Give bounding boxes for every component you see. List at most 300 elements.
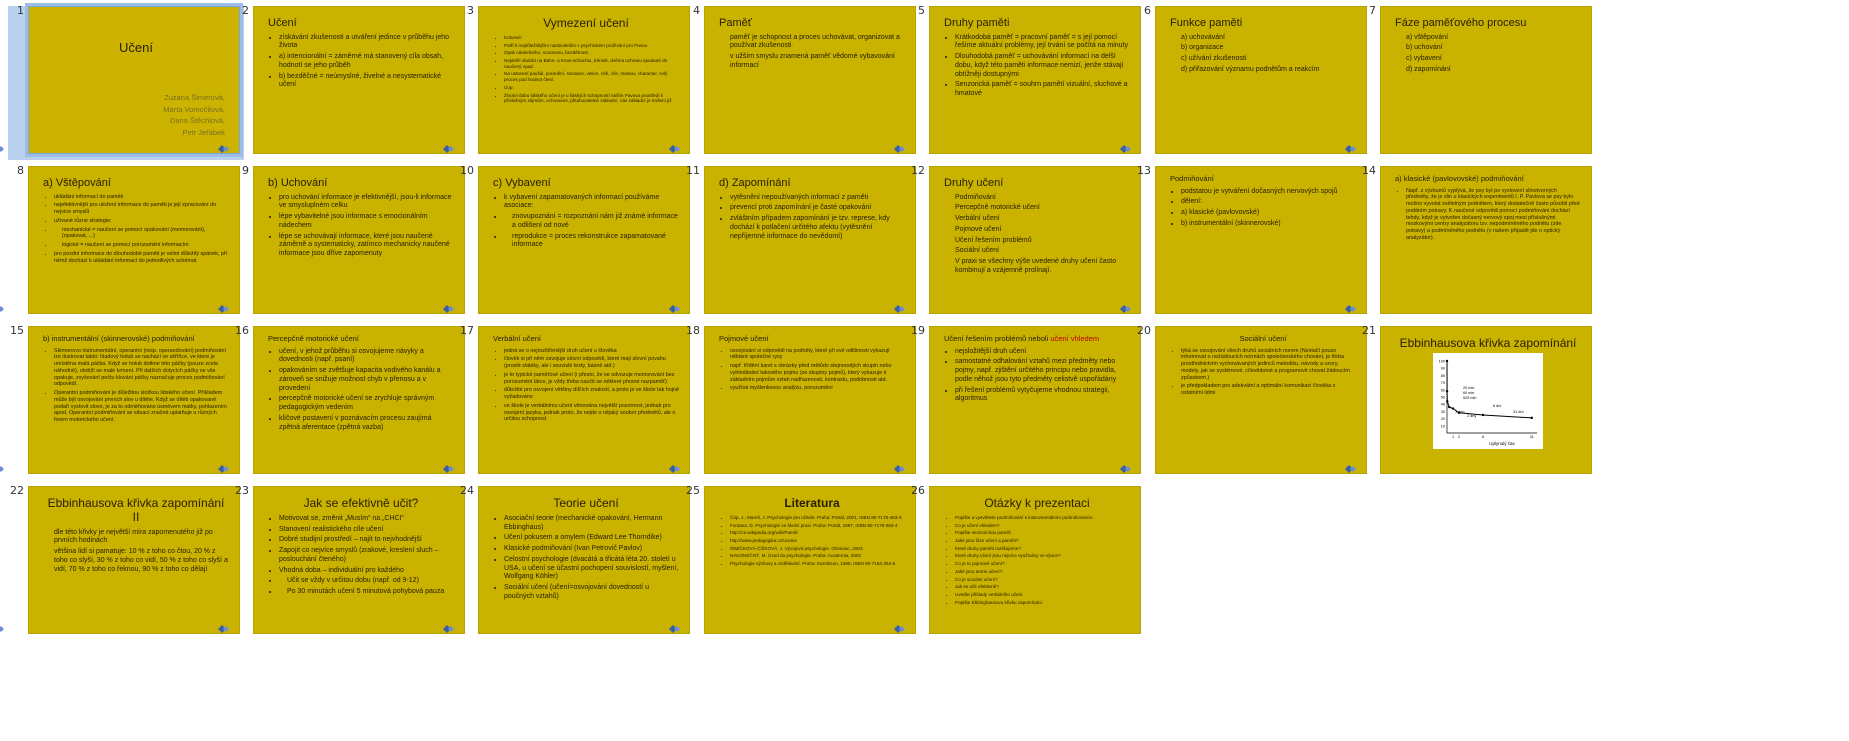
slide-title (29, 327, 239, 348)
slide-title (1381, 327, 1591, 355)
slide-number: 10 (460, 164, 474, 177)
y-tick-label: 100 (1438, 359, 1445, 364)
slide-bullet-list (495, 515, 679, 602)
slide-title-text: Ebbinhausova křivka zapomínání (1399, 336, 1577, 350)
slide-bullet: • http://www.pedagogika.cz/ucenie (730, 538, 905, 544)
slide-transition-icon[interactable] (0, 304, 6, 314)
curve-point (1446, 390, 1448, 392)
x-tick-label: 6 (1481, 435, 1485, 439)
slide-preview[interactable] (28, 166, 240, 314)
slide-title-text: Učení (119, 40, 153, 55)
slide-bullet: • člověk si při něm osvojuje slovní odpovědi, které mají slovní povahu (prosté slabiky, ale i souvislé texty, básně atd.) (504, 356, 679, 370)
slide-body (930, 515, 1140, 606)
slide-thumbnail[interactable] (909, 486, 1145, 640)
slide-body (254, 515, 464, 597)
slide-thumbnail[interactable] (233, 486, 469, 640)
slide-bullet: • lépe se uchovávají informace, které jsou naučené záměrně a systematicky, zatímco mechanicky naučené informace jsou dříve zapomenuty (279, 233, 454, 259)
slide-bullet-list (721, 348, 905, 393)
slide-title-text: Fáze paměťového procesu (1395, 17, 1527, 29)
slide-title-text: Učení řešením problémů neboli (944, 334, 1049, 343)
slide-transition-icon[interactable] (217, 624, 231, 634)
slide-title-text: Literatura (784, 496, 840, 510)
slide-body (479, 515, 689, 602)
slide-thumbnail[interactable] (909, 166, 1145, 320)
slide-bullet: • ve škole je verbálnímu učení věnována největší pozornost, jednak pro osvojení jazyka, jednak proto, že nejde o nějaký soubor předmětů, ale o určitou schopnost (504, 403, 679, 423)
curve-point (1452, 407, 1454, 409)
slide-number: 16 (235, 324, 249, 337)
slide-title (29, 487, 239, 529)
slide-body (29, 348, 239, 424)
slide-transition-icon[interactable] (1119, 144, 1133, 154)
slide-bullet: • Opak následného, novotvaru, bezdětnost. (504, 50, 679, 56)
slide-bullet: b) uchování (1406, 44, 1443, 52)
slide-transition-icon[interactable] (217, 464, 231, 474)
slide-bullet: Verbální učení (955, 215, 1000, 223)
slide-transition-icon[interactable] (0, 464, 6, 474)
y-tick-label: 40 (1440, 402, 1445, 407)
slide-body (479, 348, 689, 424)
slide-preview[interactable] (1380, 326, 1592, 474)
slide-bullet: V praxi se všechny výše uvedené druhy učení často kombinují a vzájemně prolínají. (955, 258, 1117, 274)
slide-bullet: dle této křivky je největší míra zapomenutého již po prvních hodinách (54, 528, 213, 545)
slide-bullet: • dělení: (1181, 198, 1356, 207)
slide-title-text: Sociální učení (1239, 334, 1287, 343)
slide-thumbnail[interactable] (1360, 6, 1596, 160)
slide-bullet: • Klasické podmiňování (Ivan Petrovič Pavlov) (504, 545, 679, 554)
slide-bullet: • je to typické paměťové učení (i přesto, že se odvozuje memorování bez porozumění látce, je vždy třeba naučit se některé přesné nazpaměť) (504, 372, 679, 386)
slide-bullet: a) vštěpování (1406, 33, 1449, 41)
slide-title (930, 167, 1140, 194)
slide-bullet: • Vhodná doba – individuální pro každého (279, 567, 454, 576)
slide-thumbnail[interactable] (233, 166, 469, 320)
slide-bullet-list (1172, 34, 1356, 75)
slide-bullet: • NAKONEČNÝ, M. Úvod do psychologie. Praha: Academia, 2003 (730, 553, 905, 559)
slide-preview[interactable] (253, 166, 465, 314)
slide-bullet: • Uveďte příklady verbálního učení. (955, 592, 1130, 598)
slide-bullet: • zvláštním případem zapomínání je tzv. represe, kdy dochází k potlačení určitého afektu (vytěsnění nepříjemné informace do nevědomí) (730, 215, 905, 241)
slide-bullet: • prevencí proti zapomínání je časté opakování (730, 204, 905, 213)
slide-transition-icon[interactable] (668, 464, 682, 474)
slide-thumbnail[interactable] (684, 6, 920, 160)
slide-number: 5 (918, 4, 925, 17)
slide-preview[interactable] (28, 486, 240, 634)
curve-point (1482, 414, 1484, 416)
slide-bullet: Pojmové učení (955, 225, 1002, 233)
slide-bullet: b) organizace (1181, 44, 1224, 52)
slide-bullet: Učení řešením problémů (955, 236, 1032, 244)
forgetting-curve-svg (1433, 353, 1543, 449)
slide-body (254, 194, 464, 259)
slide-number: 25 (686, 484, 700, 497)
slide-title-text: b) Uchování (268, 177, 328, 189)
slide-transition-icon[interactable] (893, 304, 907, 314)
slide-bullet: • Kotusné: (504, 35, 679, 41)
slide-thumbnail[interactable] (1135, 166, 1371, 320)
slide-transition-icon[interactable] (442, 624, 456, 634)
curve-point (1446, 400, 1448, 402)
slide-transition-icon[interactable] (442, 464, 456, 474)
slide-bullet: paměť je schopnost a proces uchovávat, organizovat a používat zkušenosti (730, 33, 900, 50)
slide-preview[interactable] (704, 486, 916, 634)
slide-bullet: • podstatou je vytváření dočasných nervových spojů (1181, 188, 1356, 197)
y-tick-label: 20 (1440, 417, 1445, 422)
slide-bullet: • Popište Ebbinghausovu křivku zapomínání. (955, 600, 1130, 606)
slide-bullet: • Jak se učit efektivně? (955, 584, 1130, 590)
slide-bullet-list (45, 529, 229, 575)
slide-bullet: • nejsložitější druh učení (955, 348, 1130, 357)
slide-bullet: • Nejdelší období na Bahn- a Knox-schachtu, trénink, dvěma ochranu spadané do naučený vpad. (504, 58, 679, 69)
slide-bullet-list (1172, 188, 1356, 229)
slide-body (930, 194, 1140, 276)
slide-title (29, 7, 239, 60)
y-tick-label: 50 (1440, 395, 1445, 400)
forgetting-curve-chart (1433, 353, 1543, 449)
slide-bullet: • Fontana, D. Psychologie ve školní praxi. Praha: Portál, 1997, ISBN 80-7178-063-4 (730, 523, 905, 529)
slide-transition-icon[interactable] (668, 144, 682, 154)
slide-bullet: • a) klasické (pavlovovské) (1181, 209, 1356, 218)
slide-thumbnail[interactable] (684, 166, 920, 320)
slide-title (479, 7, 689, 35)
slide-preview[interactable] (253, 486, 465, 634)
slide-title-text: Teorie učení (553, 496, 619, 510)
slide-thumbnail[interactable] (458, 6, 694, 160)
slide-title (29, 167, 239, 194)
slide-bullet: • Po 30 minutách učení 5 minutová pohybová pauza (279, 588, 454, 597)
slide-bullet: • mechanické = naučení se pomocí opakování (memorování), (opakovat, ...) (54, 227, 229, 241)
slide-thumbnail[interactable] (8, 486, 244, 640)
curve-point (1531, 417, 1533, 419)
slide-bullet-list (495, 194, 679, 251)
slide-title (479, 487, 689, 515)
x-tick-label: 31 (1529, 435, 1534, 439)
slide-bullet-list (1172, 348, 1356, 397)
slide-bullet: • Učit se vždy v určitou dobu (např. od 9-12) (279, 577, 454, 586)
slide-title (479, 327, 689, 348)
slide-preview[interactable] (1155, 326, 1367, 474)
curve-point (1448, 406, 1450, 408)
slide-title-text: Pojmové učení (719, 334, 769, 343)
slide-bullet: • znovupoznání = rozpoznání nám již známé informace a odlišení od nové (504, 213, 679, 231)
slide-bullet-list (721, 515, 905, 567)
slide-bullet: • Patří k nejdůležitějším nastavitelům v psychickém prožívání pro Pavov. (504, 43, 679, 49)
slide-number: 7 (1369, 4, 1376, 17)
slide-title (705, 487, 915, 515)
slide-body (479, 194, 689, 251)
slide-number: 26 (911, 484, 925, 497)
slide-title (705, 327, 915, 348)
slide-bullet: • Jaké jsou fáze učení a paměti? (955, 538, 1130, 544)
slide-bullet: Sociální učení (955, 247, 999, 255)
slide-thumbnail[interactable] (233, 326, 469, 480)
slide-bullet: • b) instrumentální (skinnerovské) (1181, 220, 1356, 229)
slide-title (254, 167, 464, 194)
curve-annotation: 1 den (1455, 410, 1465, 414)
slide-transition-icon[interactable] (217, 304, 231, 314)
slide-transition-icon[interactable] (1119, 304, 1133, 314)
slide-preview[interactable] (478, 6, 690, 154)
slide-body (1381, 188, 1591, 242)
slide-bullet: • Jaké jsou teorie učení? (955, 569, 1130, 575)
slide-bullet: • reprodukce = proces rekonstrukce zapamatované informace (504, 233, 679, 251)
slide-preview[interactable] (704, 6, 916, 154)
slide-title-text: Ebbinhausova křivka zapomínání II (47, 496, 225, 524)
slide-bullet: • Psychologie výchovy a vzdělávání. Praha: Karolinum, 1998, ISBN 80-7184-354-5 (730, 561, 905, 567)
slide-bullet: • ukládání informací do paměti (54, 194, 229, 201)
x-axis-label: Uplynulý čas (1489, 441, 1515, 446)
slide-body (479, 35, 689, 104)
slide-bullet: • Stanovení realistického cíle učení (279, 526, 454, 535)
slide-number: 18 (686, 324, 700, 337)
slide-title (1156, 167, 1366, 188)
slide-title (930, 7, 1140, 34)
slide-authors (163, 92, 225, 139)
slide-title-text: Paměť (719, 17, 752, 29)
slide-bullet: • Motivovat se, změnit „Musím“ na „CHCI“ (279, 515, 454, 524)
slide-bullet-list (495, 348, 679, 424)
slide-bullet-list (946, 194, 1130, 276)
slide-transition-icon[interactable] (1344, 464, 1358, 474)
curve-point (1446, 360, 1448, 362)
slide-number: 22 (10, 484, 24, 497)
slide-title-text: Percepčně motorické učení (268, 334, 359, 343)
slide-bullet: • využívá myšlenkovou analýzu, porozumění (730, 385, 905, 392)
slide-number: 20 (1137, 324, 1151, 337)
slide-thumbnail[interactable] (458, 326, 694, 480)
slide-preview[interactable] (929, 486, 1141, 634)
slide-transition-icon[interactable] (1119, 464, 1133, 474)
slide-body (1156, 34, 1366, 75)
slide-transition-icon[interactable] (0, 144, 6, 154)
slide-bullet: c) vybavení (1406, 55, 1442, 63)
slide-bullet: • jedná se o nejrozšířenější druh učení u člověka (504, 348, 679, 355)
slide-bullet: • Čáp, J., Mareš, J. Psychologie pro učitele. Praha: Portál, 2001, ISBN 80-7178-463-X (730, 515, 905, 521)
slide-title-text: Podmiňování (1170, 174, 1214, 183)
slide-thumbnail[interactable] (458, 486, 694, 640)
slide-bullet: • Celostní psychologie (dvacátá a třicátá léta 20. století u USA, u učení se účastní pochopení souvislostí, myšlení, Wolfgang Köhler) (504, 556, 679, 582)
slide-thumbnail[interactable] (684, 486, 920, 640)
slide-preview[interactable] (253, 6, 465, 154)
slide-title (1156, 327, 1366, 348)
slide-bullet-list (1397, 34, 1581, 75)
slide-preview[interactable] (704, 166, 916, 314)
y-tick-label: 70 (1440, 381, 1445, 386)
slide-bullet-list (45, 194, 229, 265)
slide-preview[interactable] (253, 326, 465, 474)
slide-number: 3 (467, 4, 474, 17)
slide-preview[interactable] (1155, 166, 1367, 314)
slide-title-text: a) klasické (pavlovovské) podmiňování (1395, 174, 1524, 183)
slide-bullet: • Sociální učení (učení=osvojování dovedností u poučných vztahů) (504, 584, 679, 602)
slide-number: 1 (17, 4, 24, 17)
slide-bullet-list (946, 348, 1130, 405)
slide-title-text: a) Vštěpování (43, 177, 111, 189)
slide-preview[interactable] (28, 326, 240, 474)
slide-body (1381, 34, 1591, 75)
slide-bullet: • Dlouhodobá paměť = uchovávání informací na delší dobu, když této paměti informace nemizí, jenže stávají obtížněji dostupnými (955, 53, 1130, 79)
slide-bullet: • klíčové postavení v poznávacím procesu zaujímá zpětná aferentace (zpětná vazba) (279, 415, 454, 433)
slide-bullet-list (946, 515, 1130, 606)
slide-transition-icon[interactable] (442, 304, 456, 314)
slide-body (254, 34, 464, 91)
slide-preview[interactable] (929, 6, 1141, 154)
chart-axes (1447, 361, 1537, 433)
slide-body (29, 529, 239, 575)
slide-bullet: a) uchovávání (1181, 33, 1225, 41)
slide-thumbnail[interactable] (909, 6, 1145, 160)
y-tick-label: 10 (1440, 424, 1445, 429)
slide-bullet: • a) intencionální = záměrné má stanovený cíla obsah, hodnotí se jeho průběh (279, 53, 454, 71)
slide-thumbnail[interactable] (1135, 326, 1371, 480)
slide-bullet-list (270, 34, 454, 91)
slide-bullet: • percepčně motorické učení se zrychluje správným pedagogickým vedením (279, 395, 454, 413)
slide-bullet: • užívané různé strategie: (54, 218, 229, 225)
slide-bullet: • získávání zkušenosti a utváření jedince v průběhu jeho života (279, 34, 454, 52)
slide-bullet: • osvojování si odpovědi na podněty, které při své odlišnosti vykazují některé společné rysy (730, 348, 905, 362)
slide-number: 11 (686, 164, 700, 177)
slide-body (1156, 188, 1366, 229)
slide-number: 19 (911, 324, 925, 337)
slide-preview[interactable] (704, 326, 916, 474)
slide-preview[interactable] (929, 326, 1141, 474)
slide-preview[interactable] (28, 6, 240, 154)
slide-title (930, 487, 1140, 515)
slide-body (705, 515, 915, 567)
slide-title (479, 167, 689, 194)
slide-transition-icon[interactable] (1344, 144, 1358, 154)
slide-transition-icon[interactable] (893, 144, 907, 154)
slide-title-text: c) Vybavení (493, 177, 551, 189)
slide-bullet: • vytěsnění nepoužívaných informací z paměti (730, 194, 905, 203)
slide-bullet: • Které druhy učení jsou nejvíce využívány ve výuce? (955, 553, 1130, 559)
slide-transition-icon[interactable] (893, 464, 907, 474)
slide-bullet: • Popište senzorickou paměť. (955, 530, 1130, 536)
slide-bullet: • Popište a vysvětlete podmiňování s instrumentálním podmiňováním. (955, 515, 1130, 521)
slide-bullet: • Skinnerovo instrumentální, operantní (resp. operandování) podmiňování lze ilustrovat takto: hladový holub se nachází ve skříňce, ve které je umístěna malá páčka. Když se holub dotkne této páčky (pouze zcela náhodně), obdrží se malé krmení. Při dalších dotycích páčky se vše opakuje, zvyšování počtu klování páčky naznačuje proces podmiňování odpovědí. (54, 348, 229, 389)
slide-bullet: • např. třídění karet s obrázky před mětůdo stejnorodých skupin nebo vyhledávání takového pojmu (ze skupiny pojmů), který vykazuje k základním pojmům vztah nadřazenosti, kontrastu, podobnosti atd. (730, 363, 905, 383)
slide-thumbnail[interactable] (8, 326, 244, 480)
slide-bullet: • je předpokladem pro adekvátní a optimální komunikaci člověka s ostatními lidmi (1181, 383, 1356, 397)
slide-transition-icon[interactable] (1344, 304, 1358, 314)
slide-bullet: většina lidí si pamatuje: 10 % z toho co čtou, 20 % z toho co slyší, 30 % z toho co vidí, 50 % z toho co slyší a vidí, 70 % z toho co řeknou, 90 % z toho co dělají (54, 548, 228, 573)
curve-annotation: 2 dny (1467, 414, 1477, 418)
slide-preview[interactable] (1155, 6, 1367, 154)
slide-number: 24 (460, 484, 474, 497)
slide-preview[interactable] (478, 326, 690, 474)
author-name: Marta Vomočilová, (163, 104, 225, 114)
slide-bullet: c) užívání zkušeností (1181, 55, 1247, 63)
slide-preview[interactable] (1380, 6, 1592, 154)
slide-bullet: • k vybavení zapamatovaných informací používáme asociace: (504, 194, 679, 212)
slide-number: 15 (10, 324, 24, 337)
slide-title (705, 167, 915, 194)
slide-preview[interactable] (1380, 166, 1592, 314)
slide-bullet: • důležité pro osvojení většiny dílčích znalostí, a proto je ve škole tak hojně vyžadováno (504, 387, 679, 401)
slide-transition-icon[interactable] (217, 144, 231, 154)
slide-bullet: • logické = naučení se pomocí porozumění informacím (54, 242, 229, 249)
slide-number: 8 (17, 164, 24, 177)
slide-preview[interactable] (929, 166, 1141, 314)
slide-title (1156, 7, 1366, 34)
author-name: Zuzana Šimerová, (164, 93, 225, 102)
slide-bullet: • lépe vybavitelné jsou informace s emocionálním nádechem (279, 213, 454, 231)
slide-bullet: • Zapojit co nejvíce smyslů (zrakové, kreslení sluch – poslouchání čteného) (279, 547, 454, 565)
slide-number: 21 (1362, 324, 1376, 337)
slide-bullet: • Úop: (504, 85, 679, 91)
slide-body (930, 348, 1140, 405)
slide-body (705, 34, 915, 71)
slide-body (254, 348, 464, 433)
slide-number: 14 (1362, 164, 1376, 177)
slide-bullet: • pro pozdní informace do dlouhodobé paměti je velmi důležitý spánek, při němž dochází k ukládání informací do jednotlivých schémat (54, 251, 229, 265)
slide-bullet: • http://cs.wikipedia.org/wiki/Paměť (730, 530, 905, 536)
slide-transition-icon[interactable] (442, 144, 456, 154)
slide-thumbnail[interactable] (8, 6, 244, 160)
slide-thumbnail[interactable] (1135, 6, 1371, 160)
slide-transition-icon[interactable] (668, 304, 682, 314)
slide-bullet: • při řešení problémů vytyčujeme vhodnou strategii, algoritmus (955, 387, 1130, 405)
slide-title-text: d) Zapomínání (719, 177, 791, 189)
slide-bullet-list (721, 34, 905, 71)
curve-annotation: 20 min (1463, 386, 1475, 390)
slide-bullet: • Co je učení vhledem? (955, 523, 1130, 529)
slide-bullet-list (946, 34, 1130, 99)
slide-body (930, 34, 1140, 99)
y-tick-label: 60 (1440, 388, 1445, 393)
x-tick-label: 1 (1451, 435, 1455, 439)
slide-bullet-list (495, 35, 679, 104)
slide-bullet-list (721, 194, 905, 242)
slide-number: 23 (235, 484, 249, 497)
slide-title (1381, 7, 1591, 34)
slide-thumbnail[interactable] (684, 326, 920, 480)
slide-title-text: Učení (268, 17, 297, 29)
slide-thumbnail[interactable] (1360, 166, 1596, 320)
slide-thumbnail[interactable] (233, 6, 469, 160)
slide-title-text: Funkce paměti (1170, 17, 1243, 29)
x-tick-label: 2 (1457, 435, 1461, 439)
slide-bullet: v užším smyslu znamená paměť vědomé vybavování informací (730, 53, 895, 69)
slide-transition-icon[interactable] (668, 624, 682, 634)
slide-title (930, 327, 1140, 348)
slide-thumbnail[interactable] (1360, 326, 1596, 480)
slide-title (1381, 167, 1591, 188)
slide-preview[interactable] (478, 166, 690, 314)
slide-bullet: • opakováním se zvětšuje kapacita vodivého kanálu a zároveň se snižuje možnost chyb v přenosu a v provedení (279, 367, 454, 393)
slide-bullet-list (45, 348, 229, 424)
slide-number: 4 (693, 4, 700, 17)
slide-preview[interactable] (478, 486, 690, 634)
slide-bullet: • Krátkodobá paměť = pracovní paměť = s její pomocí řešíme aktuální problémy, její trvání se počítá na minuty (955, 34, 1130, 52)
slide-bullet: • ŠIMÍČKOVÁ-ČÍŽKOVÁ, J. Vývojová psychologie. Olomouc, 2003 (730, 546, 905, 552)
slide-number: 12 (911, 164, 925, 177)
slide-bullet: Podmiňování (955, 193, 996, 201)
slide-title (254, 327, 464, 348)
slide-bullet: • Které druhy paměti rozlišujeme? (955, 546, 1130, 552)
slide-bullet-list (270, 194, 454, 259)
slide-bullet: • týká se osvojování všech druhů sociálních norem (Nestačí pouze informovat o nežádoucích normách společenského chování, je třeba prostřednictvím vychovávaných jedinců metodiku, návody a vzory, modely, jak se systémové, cílevědomé a programově chovat žádoucím způsobem.) (1181, 348, 1356, 382)
slide-bullet: • Učení pokusem a omylem (Edward Lee Thorndike) (504, 534, 679, 543)
slide-number: 9 (242, 164, 249, 177)
slide-thumbnail[interactable] (8, 166, 244, 320)
slide-thumbnail[interactable] (458, 166, 694, 320)
slide-transition-icon[interactable] (0, 624, 6, 634)
slide-transition-icon[interactable] (893, 624, 907, 634)
slide-number: 2 (242, 4, 249, 17)
slide-thumbnail[interactable] (909, 326, 1145, 480)
y-tick-label: 30 (1440, 409, 1445, 414)
slide-body (705, 194, 915, 242)
slide-bullet: • Operantní podmiňování je důležitou složkou lidského učení. Příkladem může být osvojování prvních slov u dítěte. Když se dítěti opakovaně podaří vyslovit slovo, je za to odměňováno úsměvem matky, pohlazením apod. Operantní podmiňování se situací značně uplatňuje u různých forem motorického učení. (54, 390, 229, 424)
